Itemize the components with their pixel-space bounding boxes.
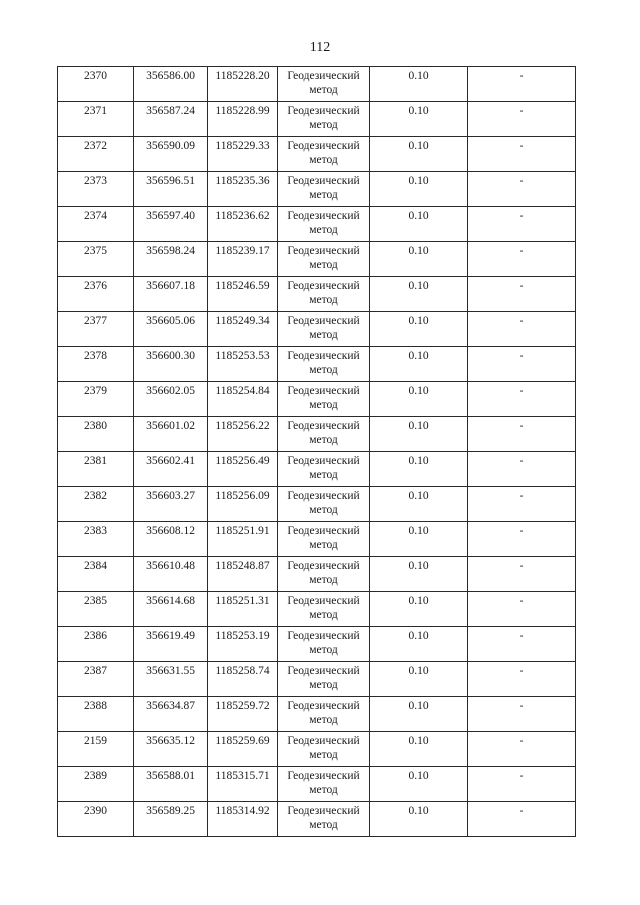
method-text: Геодезический метод: [287, 350, 360, 376]
table-row: [58, 732, 576, 767]
y-coordinate-cell: 1185248.87: [208, 557, 278, 592]
table-row: [58, 347, 576, 382]
note-cell: -: [468, 802, 576, 837]
note-cell: -: [468, 767, 576, 802]
method-cell: [278, 347, 370, 382]
point-number-cell: 2390: [58, 802, 134, 837]
y-coordinate-cell: 1185314.92: [208, 802, 278, 837]
x-coordinate-cell: 356589.25: [134, 802, 208, 837]
note-cell: -: [468, 347, 576, 382]
point-number-cell: 2385: [58, 592, 134, 627]
method-cell: [278, 172, 370, 207]
y-coordinate-cell: 1185259.72: [208, 697, 278, 732]
method-cell: [278, 557, 370, 592]
table-row: [58, 102, 576, 137]
y-coordinate-cell: 1185228.99: [208, 102, 278, 137]
table-row: [58, 802, 576, 837]
accuracy-cell: 0.10: [370, 732, 468, 767]
x-coordinate-cell: 356631.55: [134, 662, 208, 697]
method-text: Геодезический метод: [287, 700, 360, 726]
x-coordinate-cell: 356601.02: [134, 417, 208, 452]
method-cell: [278, 732, 370, 767]
table-row: [58, 487, 576, 522]
note-cell: -: [468, 732, 576, 767]
table-row: [58, 382, 576, 417]
page-number: 112: [309, 40, 331, 55]
note-cell: -: [468, 627, 576, 662]
note-cell: -: [468, 662, 576, 697]
method-text: Геодезический метод: [287, 420, 360, 446]
point-number-cell: 2383: [58, 522, 134, 557]
table-row: [58, 207, 576, 242]
point-number-cell: 2159: [58, 732, 134, 767]
y-coordinate-cell: 1185239.17: [208, 242, 278, 277]
y-coordinate-cell: 1185251.91: [208, 522, 278, 557]
method-cell: [278, 522, 370, 557]
method-cell: [278, 697, 370, 732]
y-coordinate-cell: 1185259.69: [208, 732, 278, 767]
method-text: Геодезический метод: [287, 175, 360, 201]
table-row: [58, 452, 576, 487]
method-text: Геодезический метод: [287, 245, 360, 271]
method-text: Геодезический метод: [287, 70, 360, 96]
method-text: Геодезический метод: [287, 455, 360, 481]
accuracy-cell: 0.10: [370, 312, 468, 347]
accuracy-cell: 0.10: [370, 592, 468, 627]
x-coordinate-cell: 356586.00: [134, 67, 208, 102]
x-coordinate-cell: 356605.06: [134, 312, 208, 347]
x-coordinate-cell: 356634.87: [134, 697, 208, 732]
accuracy-cell: 0.10: [370, 627, 468, 662]
point-number-cell: 2382: [58, 487, 134, 522]
method-cell: [278, 417, 370, 452]
method-cell: [278, 207, 370, 242]
table-row: [58, 627, 576, 662]
table-row: [58, 137, 576, 172]
point-number-cell: 2384: [58, 557, 134, 592]
accuracy-cell: 0.10: [370, 67, 468, 102]
table-row: [58, 417, 576, 452]
note-cell: -: [468, 522, 576, 557]
table-row: [58, 662, 576, 697]
method-cell: [278, 67, 370, 102]
note-cell: -: [468, 487, 576, 522]
method-text: Геодезический метод: [287, 525, 360, 551]
method-text: Геодезический метод: [287, 630, 360, 656]
note-cell: -: [468, 312, 576, 347]
method-text: Геодезический метод: [287, 385, 360, 411]
method-text: Геодезический метод: [287, 805, 360, 831]
table-row: [58, 592, 576, 627]
x-coordinate-cell: 356598.24: [134, 242, 208, 277]
y-coordinate-cell: 1185235.36: [208, 172, 278, 207]
x-coordinate-cell: 356597.40: [134, 207, 208, 242]
method-cell: [278, 277, 370, 312]
table-row: [58, 67, 576, 102]
table-row: [58, 242, 576, 277]
y-coordinate-cell: 1185256.49: [208, 452, 278, 487]
point-number-cell: 2387: [58, 662, 134, 697]
note-cell: -: [468, 382, 576, 417]
note-cell: -: [468, 417, 576, 452]
table-row: [58, 767, 576, 802]
method-text: Геодезический метод: [287, 665, 360, 691]
y-coordinate-cell: 1185228.20: [208, 67, 278, 102]
point-number-cell: 2371: [58, 102, 134, 137]
point-number-cell: 2370: [58, 67, 134, 102]
table-row: [58, 522, 576, 557]
x-coordinate-cell: 356608.12: [134, 522, 208, 557]
x-coordinate-cell: 356602.41: [134, 452, 208, 487]
y-coordinate-cell: 1185258.74: [208, 662, 278, 697]
accuracy-cell: 0.10: [370, 767, 468, 802]
coordinates-table: [57, 66, 576, 837]
method-cell: [278, 137, 370, 172]
accuracy-cell: 0.10: [370, 382, 468, 417]
note-cell: -: [468, 592, 576, 627]
accuracy-cell: 0.10: [370, 417, 468, 452]
point-number-cell: 2389: [58, 767, 134, 802]
accuracy-cell: 0.10: [370, 172, 468, 207]
point-number-cell: 2388: [58, 697, 134, 732]
method-cell: [278, 662, 370, 697]
accuracy-cell: 0.10: [370, 697, 468, 732]
y-coordinate-cell: 1185229.33: [208, 137, 278, 172]
y-coordinate-cell: 1185251.31: [208, 592, 278, 627]
note-cell: -: [468, 277, 576, 312]
method-cell: [278, 802, 370, 837]
accuracy-cell: 0.10: [370, 277, 468, 312]
point-number-cell: 2375: [58, 242, 134, 277]
point-number-cell: 2374: [58, 207, 134, 242]
accuracy-cell: 0.10: [370, 242, 468, 277]
x-coordinate-cell: 356635.12: [134, 732, 208, 767]
point-number-cell: 2379: [58, 382, 134, 417]
x-coordinate-cell: 356588.01: [134, 767, 208, 802]
method-cell: [278, 242, 370, 277]
method-text: Геодезический метод: [287, 490, 360, 516]
x-coordinate-cell: 356590.09: [134, 137, 208, 172]
method-text: Геодезический метод: [287, 210, 360, 236]
y-coordinate-cell: 1185236.62: [208, 207, 278, 242]
method-cell: [278, 452, 370, 487]
point-number-cell: 2377: [58, 312, 134, 347]
y-coordinate-cell: 1185246.59: [208, 277, 278, 312]
coordinates-table-body: [58, 67, 576, 837]
accuracy-cell: 0.10: [370, 347, 468, 382]
note-cell: -: [468, 557, 576, 592]
y-coordinate-cell: 1185256.09: [208, 487, 278, 522]
y-coordinate-cell: 1185253.19: [208, 627, 278, 662]
note-cell: -: [468, 452, 576, 487]
method-text: Геодезический метод: [287, 315, 360, 341]
x-coordinate-cell: 356610.48: [134, 557, 208, 592]
y-coordinate-cell: 1185254.84: [208, 382, 278, 417]
method-cell: [278, 487, 370, 522]
method-text: Геодезический метод: [287, 140, 360, 166]
y-coordinate-cell: 1185315.71: [208, 767, 278, 802]
x-coordinate-cell: 356596.51: [134, 172, 208, 207]
note-cell: -: [468, 697, 576, 732]
table-row: [58, 277, 576, 312]
accuracy-cell: 0.10: [370, 662, 468, 697]
method-cell: [278, 767, 370, 802]
point-number-cell: 2378: [58, 347, 134, 382]
point-number-cell: 2381: [58, 452, 134, 487]
x-coordinate-cell: 356587.24: [134, 102, 208, 137]
accuracy-cell: 0.10: [370, 522, 468, 557]
table-row: [58, 557, 576, 592]
y-coordinate-cell: 1185253.53: [208, 347, 278, 382]
accuracy-cell: 0.10: [370, 102, 468, 137]
x-coordinate-cell: 356607.18: [134, 277, 208, 312]
method-cell: [278, 627, 370, 662]
point-number-cell: 2386: [58, 627, 134, 662]
method-text: Геодезический метод: [287, 280, 360, 306]
point-number-cell: 2376: [58, 277, 134, 312]
x-coordinate-cell: 356619.49: [134, 627, 208, 662]
point-number-cell: 2372: [58, 137, 134, 172]
accuracy-cell: 0.10: [370, 452, 468, 487]
x-coordinate-cell: 356602.05: [134, 382, 208, 417]
note-cell: -: [468, 137, 576, 172]
accuracy-cell: 0.10: [370, 557, 468, 592]
y-coordinate-cell: 1185256.22: [208, 417, 278, 452]
note-cell: -: [468, 102, 576, 137]
method-cell: [278, 102, 370, 137]
table-row: [58, 312, 576, 347]
method-cell: [278, 592, 370, 627]
note-cell: -: [468, 67, 576, 102]
accuracy-cell: 0.10: [370, 137, 468, 172]
y-coordinate-cell: 1185249.34: [208, 312, 278, 347]
method-text: Геодезический метод: [287, 595, 360, 621]
note-cell: -: [468, 242, 576, 277]
method-text: Геодезический метод: [287, 105, 360, 131]
x-coordinate-cell: 356603.27: [134, 487, 208, 522]
accuracy-cell: 0.10: [370, 802, 468, 837]
note-cell: -: [468, 207, 576, 242]
accuracy-cell: 0.10: [370, 207, 468, 242]
table-row: [58, 697, 576, 732]
note-cell: -: [468, 172, 576, 207]
x-coordinate-cell: 356600.30: [134, 347, 208, 382]
method-text: Геодезический метод: [287, 770, 360, 796]
table-row: [58, 172, 576, 207]
method-text: Геодезический метод: [287, 560, 360, 586]
method-text: Геодезический метод: [287, 735, 360, 761]
method-cell: [278, 382, 370, 417]
x-coordinate-cell: 356614.68: [134, 592, 208, 627]
point-number-cell: 2380: [58, 417, 134, 452]
accuracy-cell: 0.10: [370, 487, 468, 522]
method-cell: [278, 312, 370, 347]
point-number-cell: 2373: [58, 172, 134, 207]
